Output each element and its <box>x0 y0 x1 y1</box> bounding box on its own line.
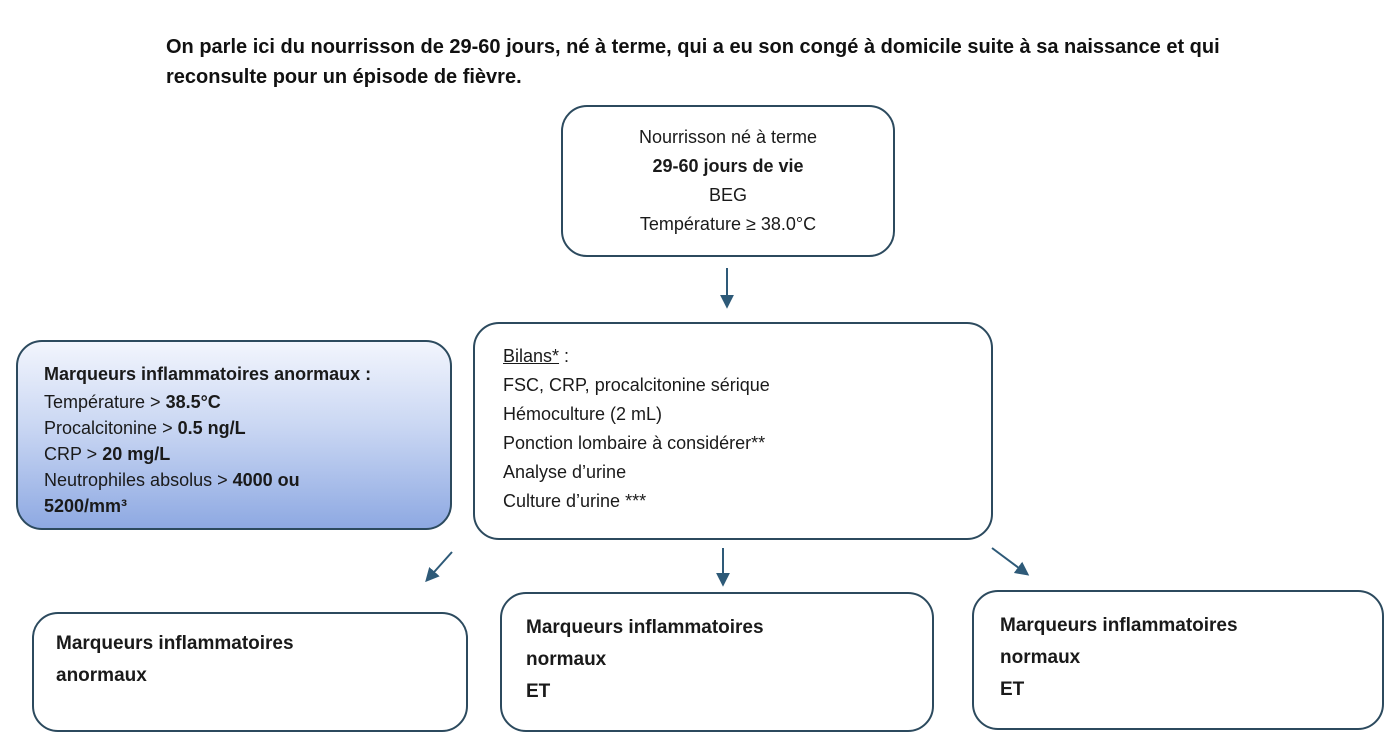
bilans-item: FSC, CRP, procalcitonine sérique <box>503 375 770 395</box>
criterion-value: 38.5°C <box>165 392 221 412</box>
arrow-to-normal-right <box>992 548 1027 574</box>
criterion-neutrophiles-continuation: 5200/mm³ <box>44 496 128 516</box>
arrow-to-abnormal <box>427 552 452 580</box>
criterion-value: 4000 ou <box>232 470 300 490</box>
start-line-3: BEG <box>708 185 747 205</box>
outcome-abnormal-line-2: anormaux <box>56 665 147 686</box>
outcome-right-line-3: ET <box>1000 679 1025 700</box>
outcome-right-line-1: Marqueurs inflammatoires <box>1000 615 1238 636</box>
outcome-middle-line-2: normaux <box>526 649 607 670</box>
criterion-value: 0.5 ng/L <box>177 418 246 438</box>
start-line-4: Température ≥ 38.0°C <box>639 214 817 234</box>
criterion-label: Neutrophiles absolus > <box>44 470 233 490</box>
criterion-label: Température > <box>44 392 166 412</box>
intro-text: On parle ici du nourrisson de 29-60 jours, né à terme, qui a eu son congé à domicile suite à sa naissance et qui reconsulte pour un épisode de fièvre. <box>166 36 1220 88</box>
bilans-title-label: Bilans* <box>503 346 560 366</box>
criterion-label: CRP > <box>44 444 103 464</box>
outcome-abnormal-line-1: Marqueurs inflammatoires <box>56 633 294 654</box>
bilans-item: Hémoculture (2 mL) <box>503 404 663 424</box>
outcome-right-line-2: normaux <box>1000 647 1081 668</box>
criterion-value: 20 mg/L <box>102 444 171 464</box>
start-line-2: 29-60 jours de vie <box>652 156 804 176</box>
bilans-title-colon: : <box>559 346 570 366</box>
bilans-item: Ponction lombaire à considérer** <box>503 433 766 453</box>
outcome-middle-line-1: Marqueurs inflammatoires <box>526 617 764 638</box>
outcome-middle-line-3: ET <box>526 681 551 702</box>
bilans-item: Analyse d’urine <box>503 462 627 482</box>
start-line-1: Nourrisson né à terme <box>638 127 818 147</box>
markers-criteria-title: Marqueurs inflammatoires anormaux : <box>44 364 372 384</box>
criterion-label: Procalcitonine > <box>44 418 178 438</box>
bilans-item: Culture d’urine *** <box>503 491 647 511</box>
